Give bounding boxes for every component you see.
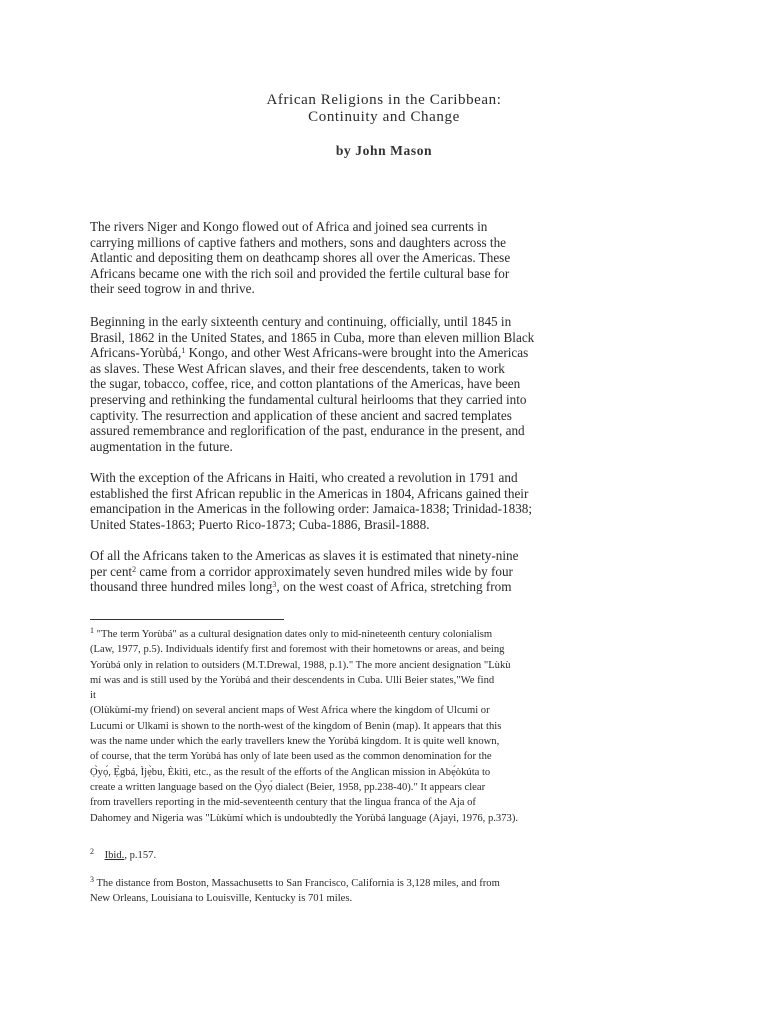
paragraph-4	[90, 548, 690, 595]
footnote-line: it	[90, 690, 96, 702]
footnote-marker: 3	[90, 875, 94, 884]
author-byline: by John Mason	[335, 143, 433, 158]
title-line-2: Continuity and Change	[308, 109, 460, 125]
text-fragment: Africans-Yorùbá,	[90, 345, 182, 361]
text-line: the sugar, tobacco, coffee, rice, and cotton plantations of the Americas, have been	[90, 376, 521, 392]
footnote-line: mí was and is still used by the Yorùbá and their descendents in Cuba. Ulli Beier states,"We find	[90, 674, 495, 686]
text-fragment: , on the west coast of Africa, stretching from	[276, 579, 512, 595]
footnote-2	[90, 848, 690, 863]
text-line: Africans became one with the rich soil and provided the fertile cultural base for	[90, 265, 510, 281]
text-line: as slaves. These West African slaves, and their free descendents, taken to work	[90, 360, 505, 376]
footnote-line: Lucumi or Ulkami is shown to the north-west of the kingdom of Benin (map). It appears that this	[90, 720, 502, 732]
text-line: With the exception of the Africans in Haiti, who created a revolution in 1791 and	[90, 470, 518, 485]
footnote-1	[90, 627, 690, 826]
footnote-line	[90, 876, 690, 891]
text-line: captivity. The resurrection and application of these ancient and sacred templates	[90, 407, 512, 423]
text-line: carrying millions of captive fathers and mothers, sons and daughters across the	[90, 234, 507, 250]
footnote-ref-3: 3	[272, 580, 277, 590]
text-line: augmentation in the future.	[90, 438, 233, 454]
text-fragment: "The term Yorùbá" as a cultural designation dates only to mid-nineteenth century colonialism	[94, 629, 493, 640]
text-line: established the first African republic in the Americas in 1804, Africans gained their	[90, 485, 529, 501]
paragraph-1	[90, 219, 690, 297]
text-line: Of all the Africans taken to the Americas as slaves it is estimated that ninety-nine	[90, 548, 519, 563]
ibid-citation: Ibid.	[104, 850, 125, 861]
footnote-line: from travellers reporting in the mid-seventeenth century that the lingua franca of the Aja of	[90, 797, 476, 809]
text-line: their seed togrow in and thrive.	[90, 281, 255, 297]
footnote-line: (Law, 1977, p.5). Individuals identify first and foremost with their hometowns or areas, and being	[90, 644, 505, 656]
footnote-line	[90, 848, 690, 863]
footnote-line: Yorùbá only in relation to outsiders (M.T.Drewal, 1988, p.1)." The more ancient designation "Lùkù	[90, 659, 511, 671]
footnote-line: New Orleans, Louisiana to Louisville, Kentucky is 701 miles.	[90, 893, 353, 905]
title-line-1: African Religions in the Caribbean:	[266, 92, 502, 108]
footnote-line: Dahomey and Nigeria was "Lùkùmí which is undoubtedly the Yorùbá language (Ajayi, 1976, p.373).	[90, 812, 518, 824]
text-line: The rivers Niger and Kongo flowed out of Africa and joined sea currents in	[90, 219, 488, 234]
text-line: United States-1863; Puerto Rico-1873; Cuba-1886, Brasil-1888.	[90, 516, 430, 532]
footnote-line: was the name under which the early travellers knew the Yorùbá kingdom. It is quite well known,	[90, 736, 500, 748]
text-fragment: per cent	[90, 563, 133, 579]
paragraph-3	[90, 470, 690, 532]
text-line	[90, 579, 690, 595]
text-line: Brasil, 1862 in the United States, and 1865 in Cuba, more than eleven million Black	[90, 329, 535, 345]
text-line: emancipation in the Americas in the following order: Jamaica-1838; Trinidad-1838;	[90, 501, 533, 517]
text-fragment: Kongo, and other West Africans-were brought into the Americas	[185, 345, 529, 361]
text-line: Atlantic and depositing them on deathcamp shores all over the Americas. These	[90, 250, 511, 266]
text-fragment: thousand three hundred miles long	[90, 579, 273, 595]
text-fragment: , p.157.	[124, 850, 157, 861]
text-line: preserving and rethinking the fundamental cultural heirlooms that they carried into	[90, 391, 527, 407]
text-line: assured remembrance and reglorification of the past, endurance in the present, and	[90, 423, 525, 439]
footnote-3	[90, 876, 690, 907]
text-line: Beginning in the early sixteenth century and continuing, officially, until 1845 in	[90, 314, 512, 329]
footnote-line: create a written language based on the Ọ̀yọ́ dialect (Beier, 1958, pp.238-40)." It appears clear	[90, 781, 486, 793]
text-fragment: came from a corridor approximately seven hundred miles wide by four	[136, 563, 513, 579]
footnote-line: of course, that the term Yorùbá has only of late been used as the common denomination for the	[90, 751, 492, 763]
footnote-ref-1: 1	[181, 346, 186, 356]
paragraph-2	[90, 314, 690, 454]
footnote-marker: 2	[90, 847, 94, 856]
text-line	[90, 345, 690, 361]
text-line	[90, 564, 690, 580]
footnote-ref-2: 2	[132, 564, 137, 574]
footnote-line: (Olùkùmí-my friend) on several ancient maps of West Africa where the kingdom of Ulcumi or	[90, 705, 490, 717]
footnote-marker: 1	[90, 626, 94, 635]
footnote-line: Ọ̀yọ́, Ẹ̀gbá, Ìjẹ̀bu, Èkìtì, etc., as the result of the efforts of the Anglican mission in Abẹ́òkúta to	[90, 766, 491, 778]
footnote-line	[90, 627, 690, 642]
text-fragment: The distance from Boston, Massachusetts to San Francisco, California is 3,128 miles, and from	[94, 878, 500, 889]
footnote-separator	[90, 619, 284, 620]
